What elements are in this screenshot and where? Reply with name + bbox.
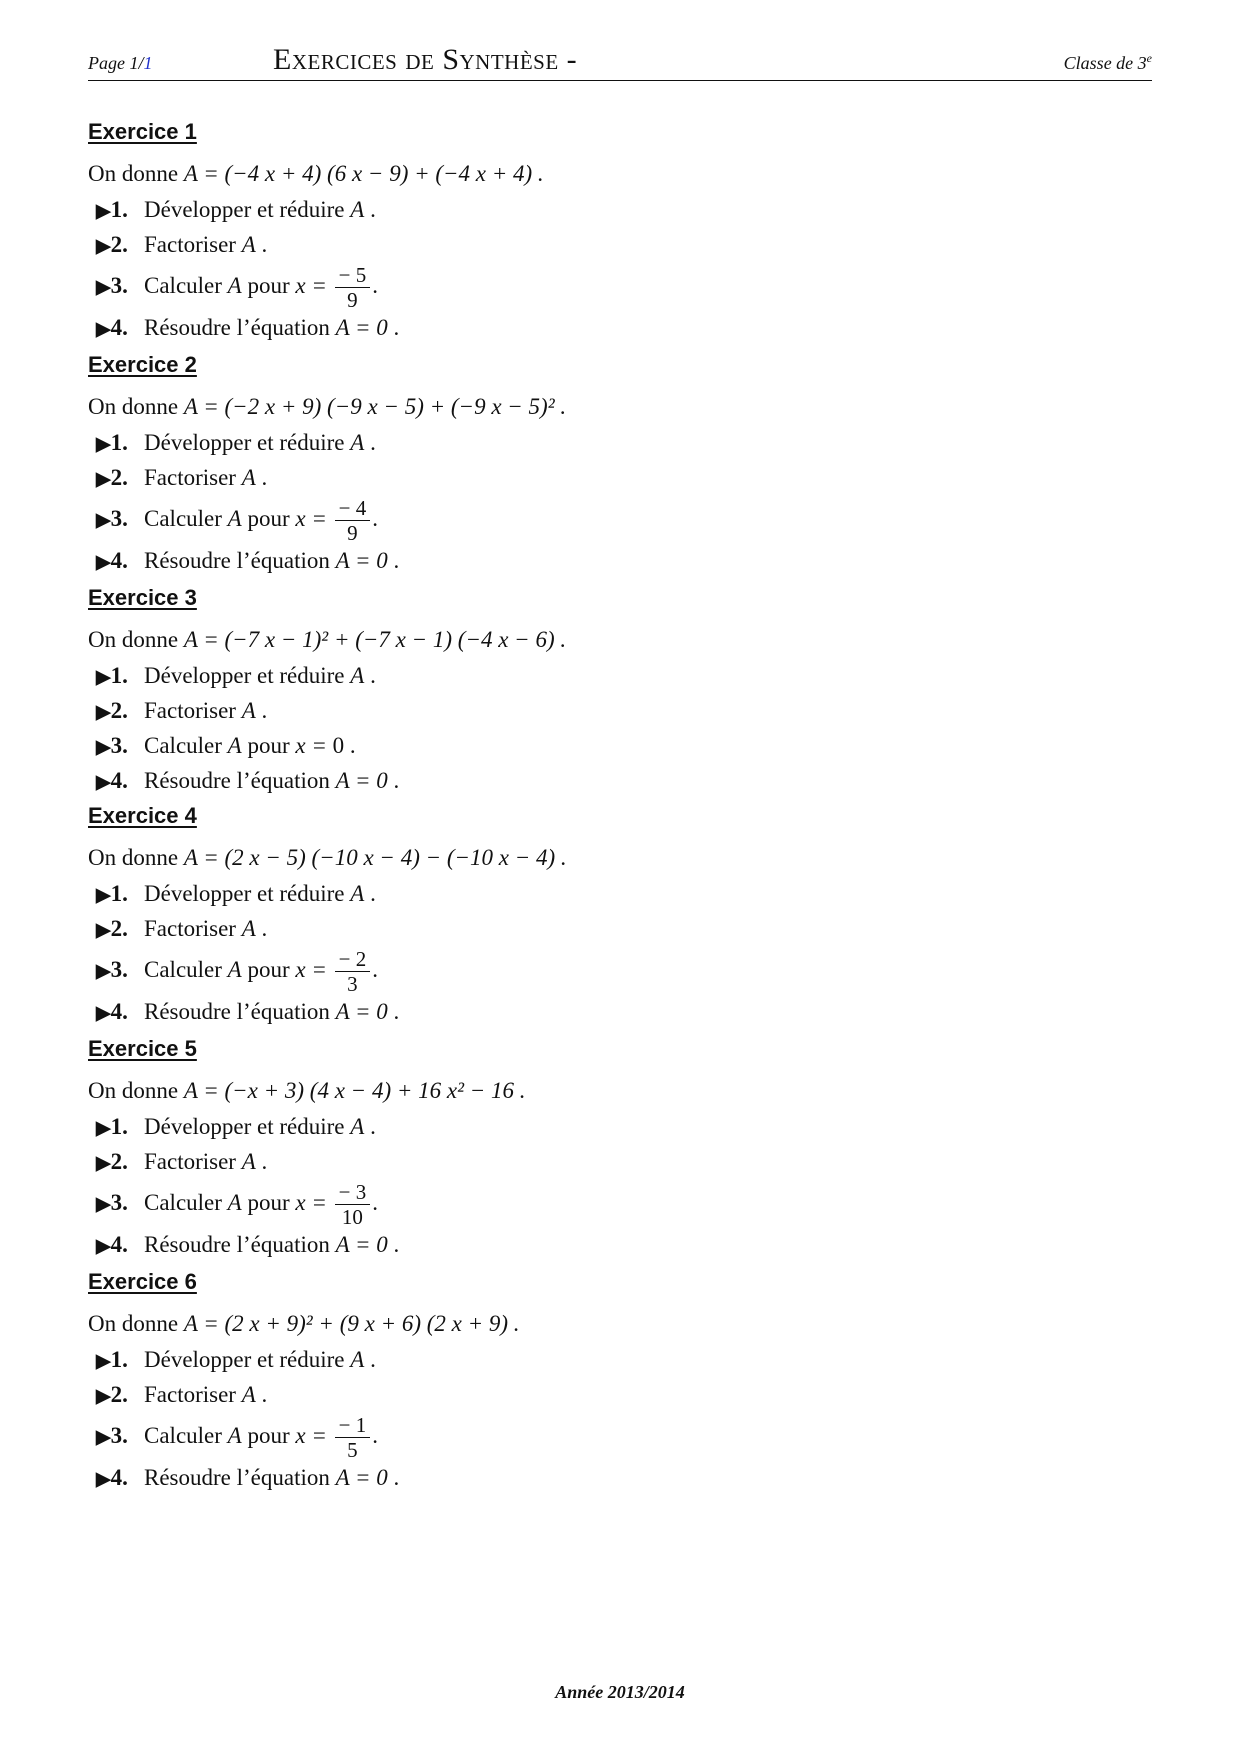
triangle-bullet-icon: ▶ [96,277,111,298]
question-number: ▶1. [96,430,128,455]
question-number: ▶3. [96,506,128,531]
question-text: Calculer [144,957,222,982]
question-item: ▶3. Calculer A pour x = $\frac{- 3}{10}$ . [96,1180,378,1230]
x-value-fraction [335,496,371,545]
triangle-bullet-icon: ▶ [96,236,111,257]
question-text: Développer et réduire [144,881,345,906]
variable-a: A [241,465,256,490]
triangle-bullet-icon: ▶ [96,1118,111,1139]
statement-intro: On donne [88,1078,179,1103]
variable-a: A [227,506,242,531]
triangle-bullet-icon: ▶ [96,434,111,455]
x-value-fraction [335,1180,371,1229]
triangle-bullet-icon: ▶ [96,702,111,723]
triangle-bullet-icon: ▶ [96,1003,111,1024]
equation: A = 0 [335,315,388,340]
question-text: Développer et réduire [144,430,345,455]
question-text: Factoriser [144,465,236,490]
question-text: Résoudre l’équation [144,768,330,793]
question-item: ▶4. Résoudre l’équation A = 0 . [88,994,1152,1029]
exercise-statement [88,840,1152,876]
question-item: ▶4. Résoudre l’équation A = 0 . [88,1227,1152,1262]
question-number: ▶1. [96,881,128,906]
triangle-bullet-icon: ▶ [96,319,111,340]
question-number: ▶1. [96,1347,128,1372]
question-number: ▶4. [96,768,128,793]
statement-expression: A = (2 x + 9)² + (9 x + 6) (2 x + 9) . [183,1311,520,1336]
triangle-bullet-icon: ▶ [96,1469,111,1490]
variable-x: x = [295,273,333,298]
triangle-bullet-icon: ▶ [96,737,111,758]
exercise-block [88,116,1152,345]
statement-expression: A = (−7 x − 1)² + (−7 x − 1) (−4 x − 6) . [183,627,567,652]
equation: A = 0 [335,999,388,1024]
question-item: ▶2. Factoriser A . [88,460,1152,495]
question-number: ▶4. [96,1465,128,1490]
variable-a: A [227,273,242,298]
exercise-block [88,1033,1152,1262]
triangle-bullet-icon: ▶ [96,1194,111,1215]
variable-x: x = [295,957,333,982]
question-number: ▶2. [96,465,128,490]
variable-x: x = [295,506,333,531]
exercise-statement [88,1306,1152,1342]
triangle-bullet-icon: ▶ [96,1427,111,1448]
statement-expression: A = (−4 x + 4) (6 x − 9) + (−4 x + 4) . [183,161,544,186]
exercise-statement [88,622,1152,658]
statement-expression: A = (−2 x + 9) (−9 x − 5) + (−9 x − 5)² . [183,394,567,419]
variable-a: A [227,1423,242,1448]
exercise-block [88,800,1152,1029]
question-item: ▶4. Résoudre l’équation A = 0 . [88,1460,1152,1495]
exercise-title: Exercice 4 [88,803,197,828]
statement-intro: On donne [88,1311,179,1336]
statement-intro: On donne [88,161,179,186]
question-text: Factoriser [144,1382,236,1407]
fraction-numerator: − 3 [338,1180,367,1205]
x-value-fraction [335,263,371,312]
triangle-bullet-icon: ▶ [96,1351,111,1372]
class-label-sup: e [1146,51,1152,65]
question-item: ▶1. Développer et réduire A . [88,658,1152,693]
triangle-bullet-icon: ▶ [96,885,111,906]
question-text-mid: pour [247,957,290,982]
triangle-bullet-icon: ▶ [96,1236,111,1257]
question-item: ▶3. Calculer A pour x = $\frac{- 4}{9}$ . [96,496,378,546]
question-text: Développer et réduire [144,663,345,688]
page-footer: Année 2013/2014 [555,1682,685,1702]
variable-x: x = [295,733,333,758]
question-text-mid: pour [247,1190,290,1215]
question-text: Résoudre l’équation [144,548,330,573]
question-number: ▶4. [96,999,128,1024]
question-number: ▶1. [96,663,128,688]
question-text: Développer et réduire [144,1114,345,1139]
variable-a: A [227,1190,242,1215]
question-text-mid: pour [247,733,290,758]
triangle-bullet-icon: ▶ [96,772,111,793]
variable-a: A [241,1382,256,1407]
question-text: Résoudre l’équation [144,1232,330,1257]
equation: A = 0 [335,768,388,793]
fraction-denominator: 10 [335,1204,371,1229]
variable-a: A [350,663,365,688]
question-number: ▶2. [96,916,128,941]
question-text: Résoudre l’équation [144,315,330,340]
question-item: ▶4. Résoudre l’équation A = 0 . [88,543,1152,578]
question-number: ▶4. [96,548,128,573]
triangle-bullet-icon: ▶ [96,667,111,688]
exercise-title: Exercice 1 [88,119,197,144]
triangle-bullet-icon: ▶ [96,510,111,531]
triangle-bullet-icon: ▶ [96,920,111,941]
page-header [88,40,1152,81]
variable-a: A [350,430,365,455]
variable-a: A [227,957,242,982]
fraction-denominator: 9 [335,520,371,545]
question-number: ▶3. [96,957,128,982]
exercise-block [88,349,1152,578]
question-text: Résoudre l’équation [144,1465,330,1490]
exercise-statement [88,156,1152,192]
question-text-mid: pour [247,506,290,531]
question-number: ▶1. [96,197,128,222]
exercise-block [88,1266,1152,1495]
variable-a: A [350,197,365,222]
question-number: ▶4. [96,315,128,340]
question-text: Calculer [144,733,222,758]
page-number-prefix: Page 1/ [88,53,144,73]
question-item: ▶3. Calculer A pour x = $\frac{- 5}{9}$ . [96,263,378,313]
question-number: ▶2. [96,232,128,257]
x-value: 0 [332,733,345,758]
statement-intro: On donne [88,845,179,870]
exercise-block [88,582,1152,798]
question-item: ▶4. Résoudre l’équation A = 0 . [88,310,1152,345]
page-number [88,53,153,74]
variable-a: A [241,1149,256,1174]
variable-a: A [241,698,256,723]
question-number: ▶3. [96,1423,128,1448]
question-text-mid: pour [247,1423,290,1448]
question-number: ▶3. [96,273,128,298]
question-item: ▶3. Calculer A pour x = $\frac{- 2}{3}$ . [96,947,378,997]
variable-x: x = [295,1423,333,1448]
question-item: ▶4. Résoudre l’équation A = 0 . [88,763,1152,798]
variable-a: A [227,733,242,758]
question-item: ▶2. Factoriser A . [88,1144,1152,1179]
equation: A = 0 [335,548,388,573]
question-number: ▶2. [96,1149,128,1174]
question-text: Calculer [144,506,222,531]
question-text: Calculer [144,1190,222,1215]
triangle-bullet-icon: ▶ [96,469,111,490]
page-total-link[interactable]: 1 [143,53,153,73]
question-number: ▶4. [96,1232,128,1257]
fraction-denominator: 9 [335,287,371,312]
class-label-text: Classe de 3 [1063,53,1147,73]
question-number: ▶2. [96,1382,128,1407]
fraction-numerator: − 5 [338,263,367,288]
question-item: ▶3. Calculer A pour x = 0 . [88,728,1152,763]
triangle-bullet-icon: ▶ [96,1386,111,1407]
statement-intro: On donne [88,394,179,419]
triangle-bullet-icon: ▶ [96,201,111,222]
variable-a: A [350,1347,365,1372]
question-text-mid: pour [247,273,290,298]
fraction-numerator: − 2 [338,947,367,972]
question-text: Factoriser [144,916,236,941]
variable-x: x = [295,1190,333,1215]
statement-expression: A = (−x + 3) (4 x − 4) + 16 x² − 16 . [183,1078,526,1103]
document-title: Exercices de Synthèse - [273,43,578,76]
fraction-numerator: − 4 [338,496,367,521]
question-number: ▶3. [96,733,128,758]
question-item: ▶2. Factoriser A . [88,693,1152,728]
question-item: ▶1. Développer et réduire A . [88,425,1152,460]
triangle-bullet-icon: ▶ [96,961,111,982]
exercise-statement [88,1073,1152,1109]
question-text: Résoudre l’équation [144,999,330,1024]
question-text: Factoriser [144,232,236,257]
statement-intro: On donne [88,627,179,652]
triangle-bullet-icon: ▶ [96,552,111,573]
question-number: ▶1. [96,1114,128,1139]
exercise-title: Exercice 6 [88,1269,197,1294]
statement-expression: A = (2 x − 5) (−10 x − 4) − (−10 x − 4) . [183,845,567,870]
question-item: ▶1. Développer et réduire A . [88,1342,1152,1377]
class-label [1064,51,1152,74]
variable-a: A [350,881,365,906]
question-item: ▶1. Développer et réduire A . [88,192,1152,227]
exercise-title: Exercice 5 [88,1036,197,1061]
fraction-numerator: − 1 [338,1413,367,1438]
question-text: Factoriser [144,1149,236,1174]
question-text: Développer et réduire [144,197,345,222]
fraction-denominator: 3 [335,971,371,996]
question-text: Factoriser [144,698,236,723]
x-value-fraction [335,947,371,996]
question-number: ▶2. [96,698,128,723]
variable-a: A [350,1114,365,1139]
triangle-bullet-icon: ▶ [96,1153,111,1174]
x-value-fraction [335,1413,371,1462]
question-text: Calculer [144,1423,222,1448]
question-text: Calculer [144,273,222,298]
question-item: ▶2. Factoriser A . [88,1377,1152,1412]
fraction-denominator: 5 [335,1437,371,1462]
equation: A = 0 [335,1465,388,1490]
variable-a: A [241,916,256,941]
question-text: Développer et réduire [144,1347,345,1372]
exercise-title: Exercice 2 [88,352,197,377]
question-item: ▶1. Développer et réduire A . [88,1109,1152,1144]
question-item: ▶3. Calculer A pour x = $\frac{- 1}{5}$ . [96,1413,378,1463]
question-item: ▶2. Factoriser A . [88,911,1152,946]
question-item: ▶2. Factoriser A . [88,227,1152,262]
question-item: ▶1. Développer et réduire A . [88,876,1152,911]
question-number: ▶3. [96,1190,128,1215]
exercise-statement [88,389,1152,425]
equation: A = 0 [335,1232,388,1257]
variable-a: A [241,232,256,257]
exercise-title: Exercice 3 [88,585,197,610]
